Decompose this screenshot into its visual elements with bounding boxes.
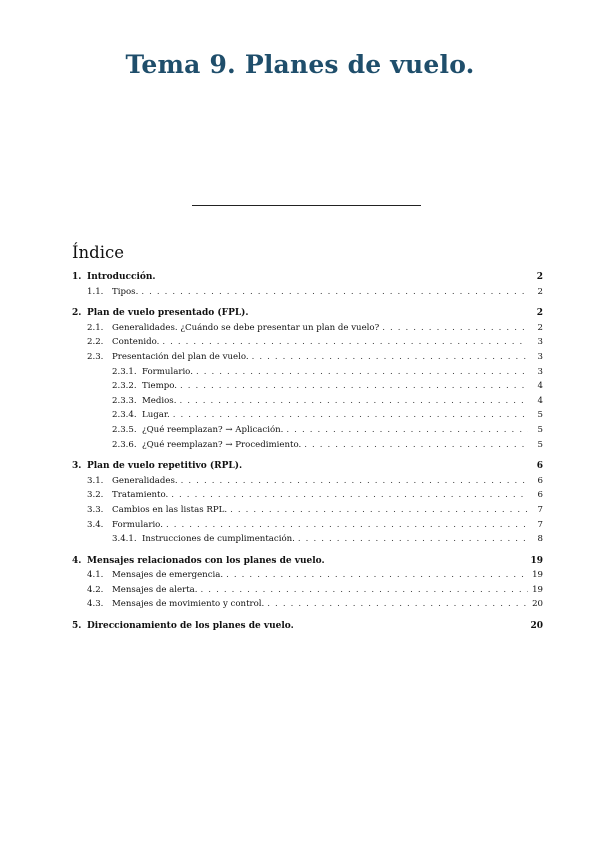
- toc-dot-leader: [180, 379, 528, 394]
- toc-dot-leader: [304, 438, 528, 453]
- toc-subsection-entry[interactable]: [72, 408, 543, 423]
- toc-entry-number: 3.: [72, 461, 82, 472]
- toc-page-number: 2: [536, 308, 543, 319]
- toc-subsection-entry[interactable]: [72, 503, 543, 518]
- toc-entry-label: Formulario.: [142, 366, 193, 377]
- toc-entry-label: Medios.: [142, 395, 177, 406]
- toc-page-number: 3: [537, 351, 543, 362]
- index-heading: Índice: [72, 243, 124, 262]
- toc-entry-label: Mensajes de emergencia.: [112, 570, 224, 581]
- toc-entry-label: Plan de vuelo repetitivo (RPL).: [87, 461, 243, 472]
- toc-dot-leader: [298, 532, 528, 547]
- toc-subsection-entry[interactable]: [72, 379, 543, 394]
- toc-entry-label: Mensajes relacionados con los planes de vuelo.: [87, 555, 325, 566]
- toc-subsection-entry[interactable]: [72, 488, 543, 503]
- toc-entry-number: 3.1.: [87, 475, 104, 486]
- toc-dot-leader: [226, 568, 528, 583]
- toc-page-number: 2: [537, 286, 543, 297]
- toc-entry-number: 2.3.2.: [112, 381, 137, 392]
- toc-entry-number: 4.3.: [87, 599, 104, 610]
- toc-entry-label: Formulario.: [112, 519, 163, 530]
- toc-dot-leader: [179, 394, 528, 409]
- toc-page-number: 4: [537, 395, 543, 406]
- toc-page-number: 7: [537, 504, 543, 515]
- toc-entry-number: 2.3.5.: [112, 424, 137, 435]
- toc-subsection-entry[interactable]: [72, 285, 543, 300]
- toc-dot-leader: [201, 583, 528, 598]
- toc-page-number: 7: [537, 519, 543, 530]
- toc-entry-label: Instrucciones de cumplimentación.: [142, 534, 295, 545]
- toc-dot-leader: [382, 321, 528, 336]
- toc-entry-label: Lugar.: [142, 410, 170, 421]
- toc-entry-label: Tipos.: [112, 286, 139, 297]
- toc-entry-label: Presentación del plan de vuelo.: [112, 351, 249, 362]
- toc-dot-leader: [252, 350, 528, 365]
- toc-entry-number: 5.: [72, 621, 82, 632]
- toc-page-number: 2: [536, 272, 543, 282]
- toc-page-number: 3: [537, 337, 543, 348]
- toc-page-number: 3: [537, 366, 543, 377]
- toc-entry-number: 2.3.: [87, 351, 104, 362]
- toc-page-number: 6: [536, 461, 543, 472]
- toc-page-number: 19: [532, 570, 543, 581]
- toc-subsection-entry[interactable]: [72, 474, 543, 489]
- toc-subsection-entry[interactable]: [72, 597, 543, 612]
- toc-subsection-entry[interactable]: [72, 321, 543, 336]
- toc-section-entry[interactable]: [72, 306, 543, 321]
- toc-entry-number: 3.4.: [87, 519, 104, 530]
- toc-entry-label: Mensajes de alerta.: [112, 584, 198, 595]
- toc-entry-label: ¿Qué reemplazan? → Aplicación.: [142, 424, 284, 435]
- toc-page-number: 5: [537, 410, 543, 421]
- toc-entry-number: 4.: [72, 555, 82, 566]
- toc-dot-leader: [267, 597, 528, 612]
- toc-entry-number: 3.4.1.: [112, 534, 137, 545]
- toc-entry-number: 2.3.3.: [112, 395, 137, 406]
- toc-dot-leader: [162, 335, 528, 350]
- toc-entry-label: Mensajes de movimiento y control.: [112, 599, 265, 610]
- toc-entry-number: 2.3.4.: [112, 410, 137, 421]
- toc-subsection-entry[interactable]: [72, 532, 543, 547]
- toc-entry-label: Generalidades.: [112, 475, 178, 486]
- toc-subsection-entry[interactable]: [72, 568, 543, 583]
- toc-section-entry[interactable]: [72, 270, 543, 285]
- document-title: Tema 9. Planes de vuelo.: [125, 50, 475, 79]
- toc-subsection-entry[interactable]: [72, 583, 543, 598]
- toc-page-number: 8: [537, 534, 543, 545]
- toc-subsection-entry[interactable]: [72, 335, 543, 350]
- toc-entry-number: 2.2.: [87, 337, 104, 348]
- toc-page-number: 2: [537, 322, 543, 333]
- toc-subsection-entry[interactable]: [72, 518, 543, 533]
- toc-dot-leader: [286, 423, 528, 438]
- toc-page-number: 20: [532, 599, 543, 610]
- toc-entry-number: 2.1.: [87, 322, 104, 333]
- toc-page-number: 5: [537, 424, 543, 435]
- toc-entry-label: Generalidades. ¿Cuándo se debe presentar un plan de vuelo?: [112, 322, 380, 333]
- toc-subsection-entry[interactable]: [72, 438, 543, 453]
- toc-dot-leader: [196, 365, 528, 380]
- toc-subsection-entry[interactable]: [72, 365, 543, 380]
- toc-entry-number: 1.: [72, 272, 82, 282]
- toc-dot-leader: [173, 408, 528, 423]
- toc-entry-number: 3.2.: [87, 490, 104, 501]
- toc-subsection-entry[interactable]: [72, 350, 543, 365]
- toc-page-number: 19: [532, 584, 543, 595]
- toc-entry-label: ¿Qué reemplazan? → Procedimiento.: [142, 439, 302, 450]
- toc-subsection-entry[interactable]: [72, 423, 543, 438]
- toc-entry-label: Introducción.: [87, 272, 156, 282]
- toc-entry-number: 2.3.6.: [112, 439, 137, 450]
- toc-entry-label: Tiempo.: [142, 381, 177, 392]
- toc-dot-leader: [141, 285, 528, 300]
- toc-entry-label: Plan de vuelo presentado (FPL).: [87, 308, 249, 319]
- toc-entry-number: 2.: [72, 308, 82, 319]
- toc-entry-label: Cambios en las listas RPL.: [112, 504, 228, 515]
- toc-entry-number: 4.1.: [87, 570, 104, 581]
- toc-entry-number: 1.1.: [87, 286, 104, 297]
- toc-section-entry[interactable]: [72, 619, 543, 634]
- toc-entry-label: Tratamiento.: [112, 490, 169, 501]
- toc-subsection-entry[interactable]: [72, 394, 543, 409]
- toc-dot-leader: [230, 503, 528, 518]
- toc-page-number: 19: [530, 555, 543, 566]
- toc-entry-label: Direccionamiento de los planes de vuelo.: [87, 621, 294, 632]
- title-divider: [192, 205, 421, 206]
- toc-page-number: 20: [530, 621, 543, 632]
- toc-section-entry[interactable]: [72, 554, 543, 569]
- toc-dot-leader: [181, 474, 528, 489]
- table-of-contents: [72, 270, 543, 634]
- toc-entry-label: Contenido.: [112, 337, 160, 348]
- toc-page-number: 5: [537, 439, 543, 450]
- toc-dot-leader: [166, 518, 528, 533]
- toc-entry-number: 2.3.1.: [112, 366, 137, 377]
- toc-section-entry[interactable]: [72, 459, 543, 474]
- toc-page-number: 6: [537, 475, 543, 486]
- toc-entry-number: 3.3.: [87, 504, 104, 515]
- toc-dot-leader: [171, 488, 528, 503]
- toc-page-number: 6: [537, 490, 543, 501]
- toc-entry-number: 4.2.: [87, 584, 104, 595]
- toc-page-number: 4: [537, 381, 543, 392]
